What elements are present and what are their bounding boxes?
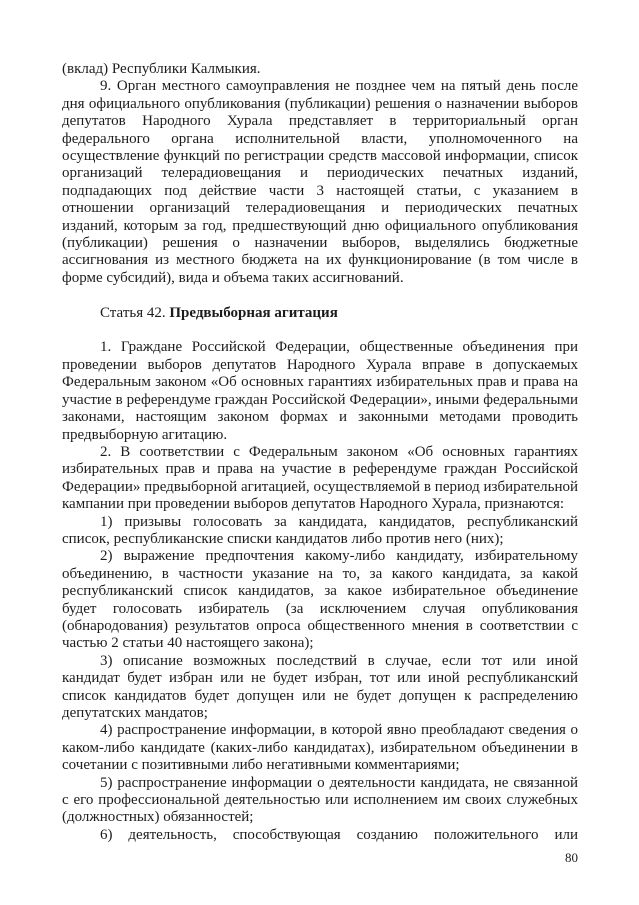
list-item-5	[62, 775, 578, 827]
text-line: организаций телерадиовещания и периодических печатных изданий,	[62, 165, 578, 182]
text-line: сочетании с позитивными либо негативными комментариями;	[62, 757, 460, 774]
text-line: (вклад) Республики Калмыкия.	[62, 61, 261, 77]
list-item-6	[62, 827, 578, 844]
text-line: будет голосовать избиратель (за исключением случая опубликования	[62, 600, 578, 617]
text-line: 1) призывы голосовать за кандидата, кандидатов, республиканский	[100, 513, 578, 530]
text-line: республиканский список кандидатов, за какое избирательное объединение	[62, 583, 578, 600]
text-line: (обнародования) результатов опроса общественного мнения в соответствии с	[62, 617, 578, 634]
text-line: федерального органа исполнительной власти, уполномоченного на	[62, 130, 578, 147]
text-line: (должностных) обязанностей;	[62, 809, 254, 826]
text-line: список кандидатов будет допущен или не будет допущен к распределению	[62, 687, 578, 704]
text-line: изданий, которым за год, предшествующий дню официального опубликования	[62, 217, 578, 234]
text-line: законами, настоящим законом формах и законными методами проводить	[62, 409, 578, 426]
page-number: 80	[565, 850, 578, 865]
paragraph-continued	[62, 61, 578, 78]
text-line: 3) описание возможных последствий в случае, если тот или иной	[100, 652, 578, 669]
article-paragraph-1	[62, 339, 578, 443]
text-line: осуществление функций по регистрации средств массовой информации, список	[62, 148, 578, 165]
text-line: (публикации) решения о назначении выборов, выделялись бюджетные	[62, 235, 578, 252]
text-line: список, республиканские списки кандидатов либо против него (них);	[62, 530, 504, 547]
text-line: 4) распространение информации, в которой явно преобладают сведения о	[100, 722, 578, 739]
article-paragraph-2	[62, 444, 578, 514]
document-body	[62, 61, 578, 844]
text-line: объединению, в частности указание на то, за какого кандидата, за какой	[62, 565, 578, 582]
article-heading	[62, 305, 578, 322]
list-item-2	[62, 548, 578, 652]
list-item-1	[62, 514, 578, 549]
list-item-4	[62, 722, 578, 774]
text-line: 2) выражение предпочтения какому-либо кандидату, избирательному	[100, 548, 578, 565]
text-line: кандидат будет избран или не будет избран, тот или иной республиканский	[62, 670, 578, 687]
text-line: 6) деятельность, способствующая созданию положительного или	[100, 826, 578, 843]
text-line: Федеральным законом «Об основных гарантиях избирательных прав и права на	[62, 374, 578, 391]
list-item-3	[62, 653, 578, 723]
text-line: кампании при проведении выборов депутатов Народного Хурала, признаются:	[62, 496, 565, 513]
text-line: депутатских мандатов;	[62, 705, 208, 721]
text-line: подпадающих под действие части 3 настоящей статьи, с указанием в	[62, 182, 578, 199]
text-line: дня официального опубликования (публикации) решения о назначении выборов	[62, 95, 578, 112]
text-line: 9. Орган местного самоуправления не позднее чем на пятый день после	[100, 78, 578, 95]
text-line: депутатов Народного Хурала представляет в территориальный орган	[62, 113, 578, 130]
text-line: 2. В соответствии с Федеральным законом «Об основных гарантиях	[100, 443, 578, 460]
article-number: Статья 42.	[100, 304, 166, 321]
article-title: Предвыборная агитация	[169, 304, 338, 321]
text-line: с его профессиональной деятельностью или исполнением им своих служебных	[62, 792, 578, 809]
text-line: предвыборную агитацию.	[62, 426, 228, 443]
text-line: форме субсидий), вида и объема таких ассигнований.	[62, 269, 404, 286]
text-line: Федерации» предвыборной агитацией, осуществляемой в период избирательной	[62, 478, 578, 495]
text-line: проведении выборов депутатов Народного Хурала вправе в допускаемых	[62, 356, 578, 373]
paragraph-9	[62, 78, 578, 287]
text-line: частью 2 статьи 40 настоящего закона);	[62, 635, 314, 652]
text-line: отношении организаций телерадиовещания и периодических печатных	[62, 200, 578, 217]
text-line: участие в референдуме граждан Российской Федерации», иными федеральными	[62, 391, 578, 408]
text-line: избирательных прав и права на участие в референдуме граждан Российской	[62, 461, 578, 478]
text-line: 5) распространение информации о деятельности кандидата, не связанной	[100, 774, 578, 791]
text-line: 1. Граждане Российской Федерации, общественные объединения при	[100, 339, 578, 356]
text-line: ассигнования из местного бюджета на их функционирование (в том числе в	[62, 252, 578, 269]
text-line: каком-либо кандидате (каких-либо кандидатах), избирательном объединении в	[62, 739, 578, 756]
